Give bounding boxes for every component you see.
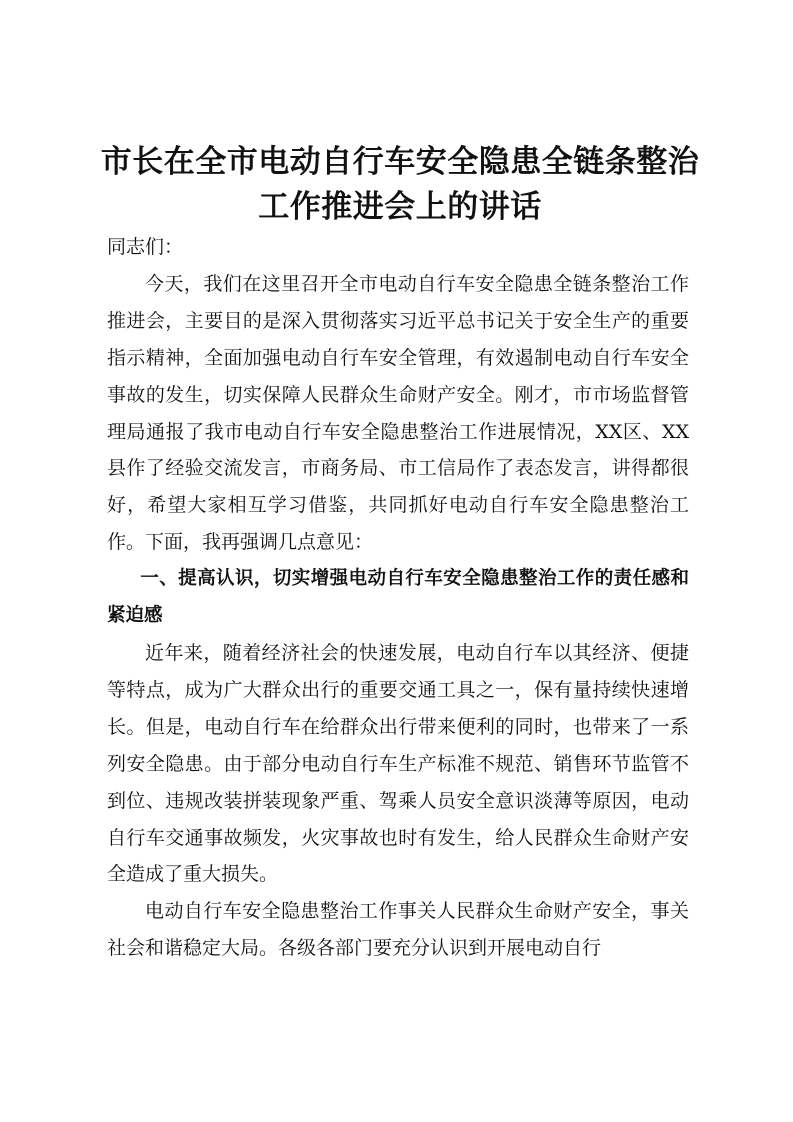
- paragraph-intro: 今天，我们在这里召开全市电动自行车安全隐患全链条整治工作推进会，主要目的是深入贯彻落实习近平总书记关于安全生产的重要指示精神，全面加强电动自行车安全管理，有效遏制电动自行车安全事故的发生，切实保障人民群众生命财产安全。刚才，市市场监督管理局通报了我市电动自行车安全隐患整治工作进展情况，XX区、XX县作了经验交流发言，市商务局、市工信局作了表态发言，讲得都很好，希望大家相互学习借鉴，共同抓好电动自行车安全隐患整治工作。下面，我再强调几点意见：: [107, 272, 689, 554]
- paragraph-background: 近年来，随着经济社会的快速发展，电动自行车以其经济、便捷等特点，成为广大群众出行的重要交通工具之一，保有量持续快速增长。但是，电动自行车在给群众出行带来便利的同时，也带来了一系列安全隐患。由于部分电动自行车生产标准不规范、销售环节监管不到位、违规改装拼装现象严重、驾乘人员安全意识淡薄等原因，电动自行车交通事故频发，火灾事故也时有发生，给人民群众生命财产安全造成了重大损失。: [107, 641, 689, 886]
- paragraph-importance: 电动自行车安全隐患整治工作事关人民群众生命财产安全，事关社会和谐稳定大局。各级各部门要充分认识到开展电动自行: [107, 900, 689, 960]
- section-heading: 一、提高认识，切实增强电动自行车安全隐患整治工作的责任感和紧迫感: [107, 568, 689, 627]
- salutation: 同志们：: [107, 236, 184, 258]
- document-title: 市长在全市电动自行车安全隐患全链条整治工作推进会上的讲话: [100, 144, 700, 225]
- document-body: [107, 229, 689, 967]
